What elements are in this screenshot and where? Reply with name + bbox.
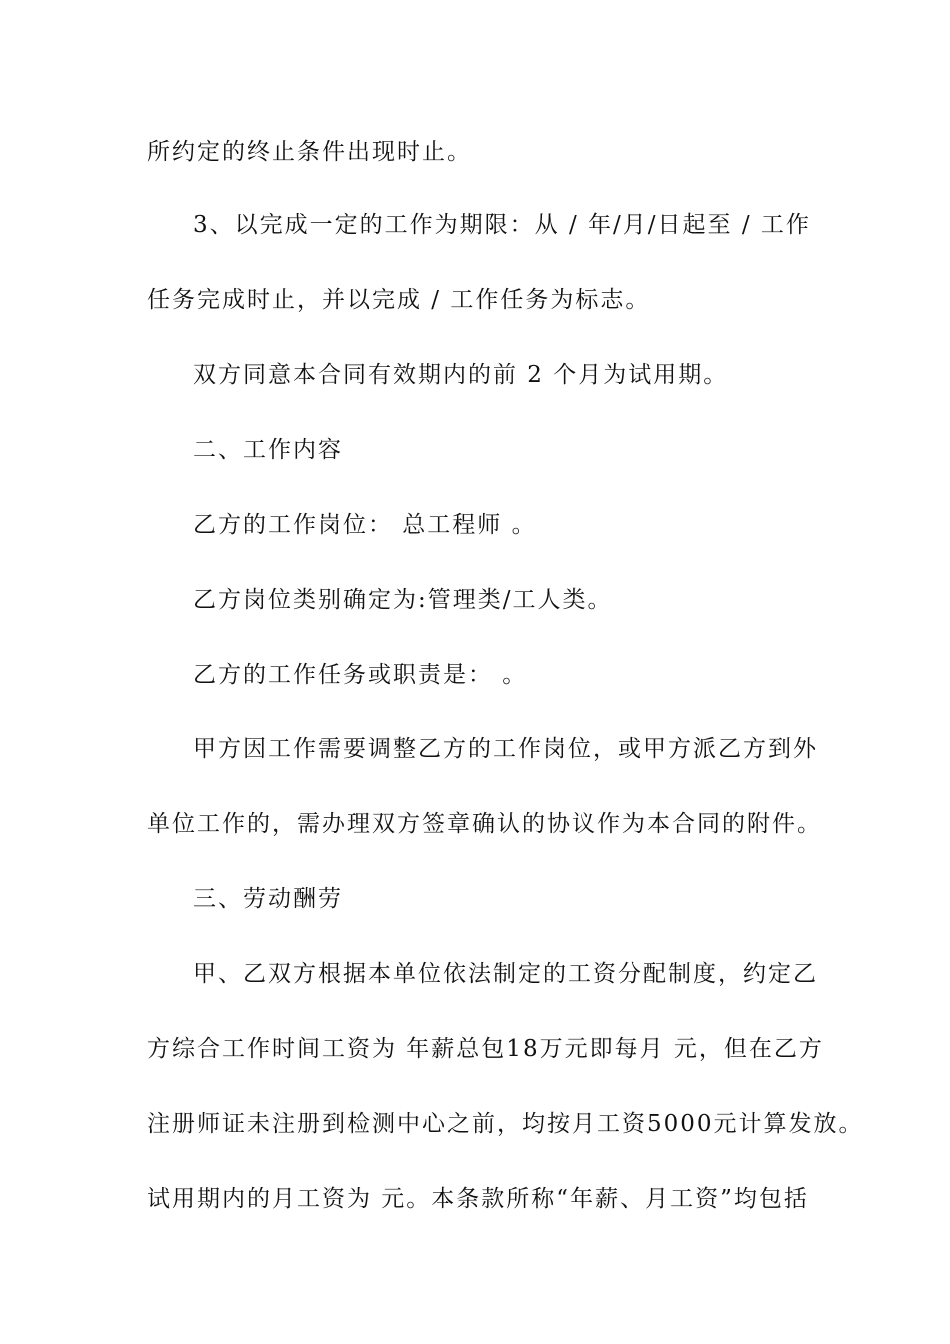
paragraph-line: 方综合工作时间工资为 年薪总包18万元即每月 元，但在乙方 [147, 1036, 824, 1062]
paragraph-line: 所约定的终止条件出现时止。 [147, 139, 472, 165]
paragraph-line: 注册师证未注册到检测中心之前，均按月工资5000元计算发放。 [147, 1111, 864, 1137]
section-heading: 三、劳动酬劳 [193, 886, 343, 912]
paragraph-line: 甲方因工作需要调整乙方的工作岗位，或甲方派乙方到外 [193, 736, 818, 762]
section-heading: 二、工作内容 [193, 437, 343, 463]
paragraph-line: 单位工作的，需办理双方签章确认的协议作为本合同的附件。 [147, 811, 822, 837]
paragraph-line: 甲、乙双方根据本单位依法制定的工资分配制度，约定乙 [193, 961, 818, 987]
paragraph-line: 任务完成时止，并以完成 / 工作任务为标志。 [147, 287, 651, 313]
paragraph-line: 双方同意本合同有效期内的前 2 个月为试用期。 [193, 362, 729, 388]
paragraph-line: 乙方岗位类别确定为:管理类/工人类。 [193, 587, 613, 613]
paragraph-line: 试用期内的月工资为 元。本条款所称“年薪、月工资”均包括 [147, 1186, 809, 1212]
paragraph-line: 乙方的工作任务或职责是： 。 [193, 662, 528, 688]
paragraph-line: 乙方的工作岗位： 总工程师 。 [193, 512, 537, 538]
paragraph-line: 3、以完成一定的工作为期限：从 / 年/月/日起至 / 工作 [193, 212, 811, 238]
